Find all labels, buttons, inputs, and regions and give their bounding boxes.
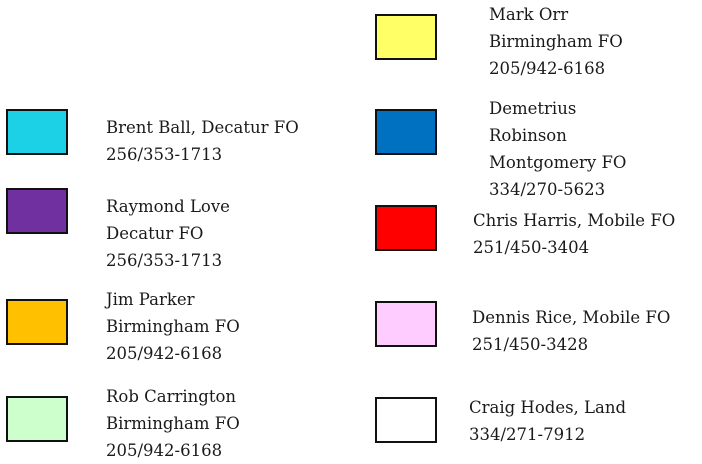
color-swatch-raymond-love — [6, 188, 68, 234]
legend-label-dennis-rice — [472, 304, 670, 358]
contact-office: Birmingham FO — [106, 317, 240, 336]
contact-office: Birmingham FO — [489, 32, 623, 51]
contact-name-first: Demetrius — [489, 99, 577, 118]
contact-phone: 256/353-1713 — [106, 145, 223, 164]
color-swatch-rob-carrington — [6, 396, 68, 442]
color-swatch-chris-harris — [375, 205, 437, 251]
contact-name: Jim Parker — [106, 290, 195, 309]
contact-phone: 334/270-5623 — [489, 180, 606, 199]
color-swatch-dennis-rice — [375, 301, 437, 347]
legend-label-brent-ball — [106, 114, 299, 168]
contact-name-office: Dennis Rice, Mobile FO — [472, 308, 671, 327]
contact-phone: 251/450-3428 — [472, 335, 589, 354]
contact-name: Mark Orr — [489, 5, 569, 24]
contact-name: Raymond Love — [106, 197, 230, 216]
contact-name: Rob Carrington — [106, 387, 237, 406]
contact-phone: 205/942-6168 — [489, 59, 606, 78]
contact-name-office: Brent Ball, Decatur FO — [106, 118, 299, 137]
color-swatch-craig-hodes — [375, 397, 437, 443]
legend-label-rob-carrington — [106, 383, 240, 464]
legend-label-jim-parker — [106, 286, 240, 367]
contact-name-office: Craig Hodes, Land — [469, 398, 627, 417]
contact-phone: 251/450-3404 — [473, 238, 590, 257]
contact-name-last: Robinson — [489, 126, 567, 145]
contact-office: Montgomery FO — [489, 153, 627, 172]
contact-phone: 205/942-6168 — [106, 344, 223, 363]
contact-name-office: Chris Harris, Mobile FO — [473, 211, 676, 230]
color-swatch-demetrius-robinson — [375, 109, 437, 155]
contact-phone: 256/353-1713 — [106, 251, 223, 270]
contact-office: Decatur FO — [106, 224, 204, 243]
color-swatch-brent-ball — [6, 109, 68, 155]
legend-label-chris-harris — [473, 207, 675, 261]
contact-office: Birmingham FO — [106, 414, 240, 433]
legend-label-demetrius-robinson — [489, 95, 626, 203]
contact-phone: 205/942-6168 — [106, 441, 223, 460]
legend-label-raymond-love — [106, 193, 230, 274]
legend-label-mark-orr — [489, 1, 623, 82]
color-swatch-jim-parker — [6, 299, 68, 345]
color-swatch-mark-orr — [375, 14, 437, 60]
legend-label-craig-hodes — [469, 394, 626, 448]
contact-phone: 334/271-7912 — [469, 425, 586, 444]
